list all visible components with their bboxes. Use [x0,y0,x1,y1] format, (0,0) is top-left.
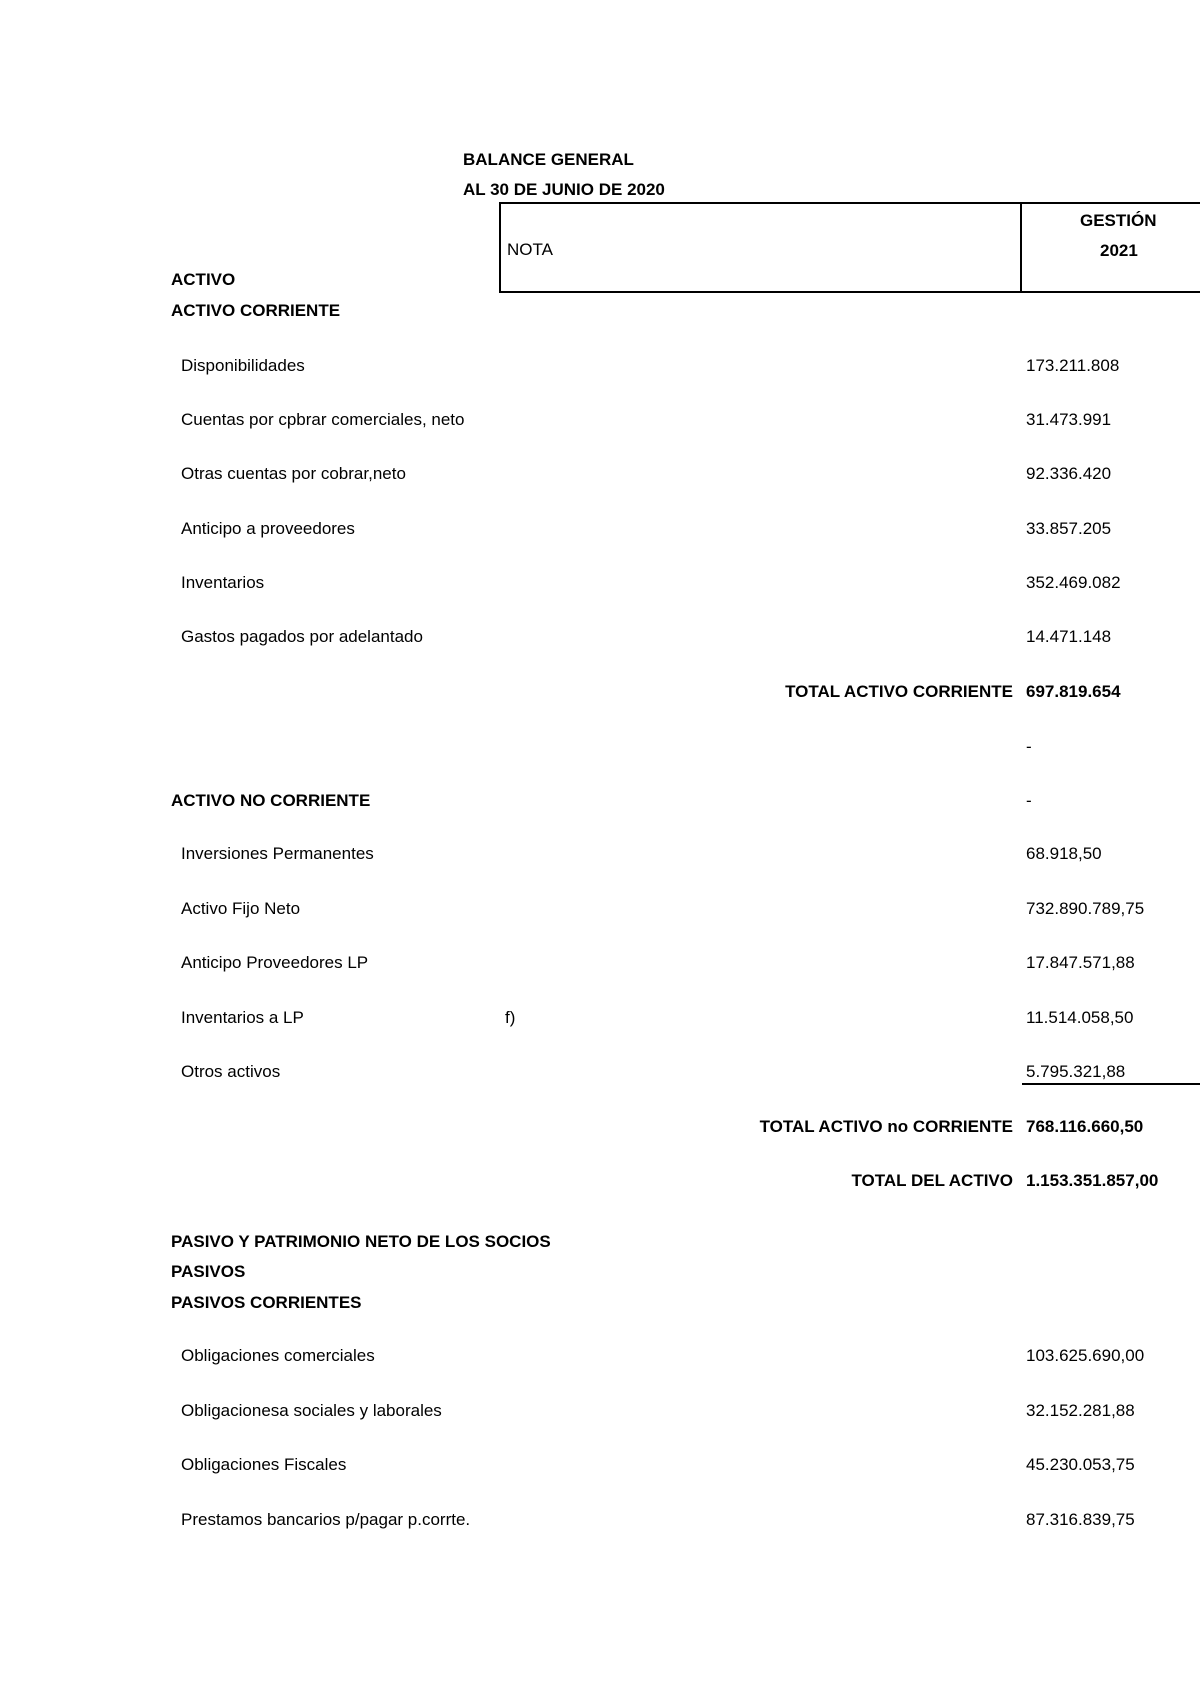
nota-header: NOTA [507,240,553,259]
row-value: 11.514.058,50 [1026,1008,1134,1027]
row-value: 68.918,50 [1026,844,1102,863]
row-label: Otros activos [181,1062,281,1081]
dash-value: - [1026,737,1032,756]
total-activo-corriente-label: TOTAL ACTIVO CORRIENTE [785,682,1013,701]
row-label: Gastos pagados por adelantado [181,627,423,646]
row-value: 103.625.690,00 [1026,1346,1145,1365]
pasivos-corrientes-heading: PASIVOS CORRIENTES [171,1293,362,1312]
row-value: 87.316.839,75 [1026,1510,1135,1529]
dash-value: - [1026,791,1032,810]
row-value: 732.890.789,75 [1026,899,1145,918]
row-value: 33.857.205 [1026,519,1112,538]
activo-heading: ACTIVO [171,270,236,289]
row-value: 14.471.148 [1026,627,1112,646]
row-label: Inventarios [181,573,265,592]
total-activo-label: TOTAL DEL ACTIVO [851,1171,1013,1190]
row-value: 5.795.321,88 [1026,1062,1126,1081]
pasivos-heading: PASIVOS [171,1262,246,1281]
row-label: Obligacionesa sociales y laborales [181,1401,442,1420]
subtotal-rule [1022,1083,1200,1085]
row-label: Anticipo Proveedores LP [181,953,369,972]
header-divider [1020,204,1022,291]
row-label: Activo Fijo Neto [181,899,301,918]
total-activo-no-corriente-value: 768.116.660,50 [1026,1117,1144,1136]
gestion-header: GESTIÓN [1080,211,1157,230]
document-subtitle: AL 30 DE JUNIO DE 2020 [463,180,665,199]
row-label: Prestamos bancarios p/pagar p.corrte. [181,1510,471,1529]
row-value: 32.152.281,88 [1026,1401,1135,1420]
row-nota: f) [505,1008,516,1027]
activo-no-corriente-heading: ACTIVO NO CORRIENTE [171,791,371,810]
pasivo-patrimonio-heading: PASIVO Y PATRIMONIO NETO DE LOS SOCIOS [171,1232,551,1251]
row-label: Obligaciones comerciales [181,1346,375,1365]
row-label: Anticipo a proveedores [181,519,355,538]
row-value: 173.211.808 [1026,356,1120,375]
row-value: 31.473.991 [1026,410,1112,429]
document-title: BALANCE GENERAL [463,150,634,169]
row-value: 45.230.053,75 [1026,1455,1135,1474]
year-header: 2021 [1100,241,1138,260]
total-activo-value: 1.153.351.857,00 [1026,1171,1159,1190]
row-value: 92.336.420 [1026,464,1112,483]
row-label: Inventarios a LP [181,1008,304,1027]
row-label: Disponibilidades [181,356,305,375]
total-activo-corriente-value: 697.819.654 [1026,682,1121,701]
row-label: Obligaciones Fiscales [181,1455,347,1474]
row-value: 352.469.082 [1026,573,1121,592]
activo-corriente-heading: ACTIVO CORRIENTE [171,301,341,320]
total-activo-no-corriente-label: TOTAL ACTIVO no CORRIENTE [759,1117,1013,1136]
row-label: Cuentas por cpbrar comerciales, neto [181,410,465,429]
row-label: Inversiones Permanentes [181,844,374,863]
row-label: Otras cuentas por cobrar,neto [181,464,406,483]
row-value: 17.847.571,88 [1026,953,1135,972]
column-header-box [499,202,1200,293]
